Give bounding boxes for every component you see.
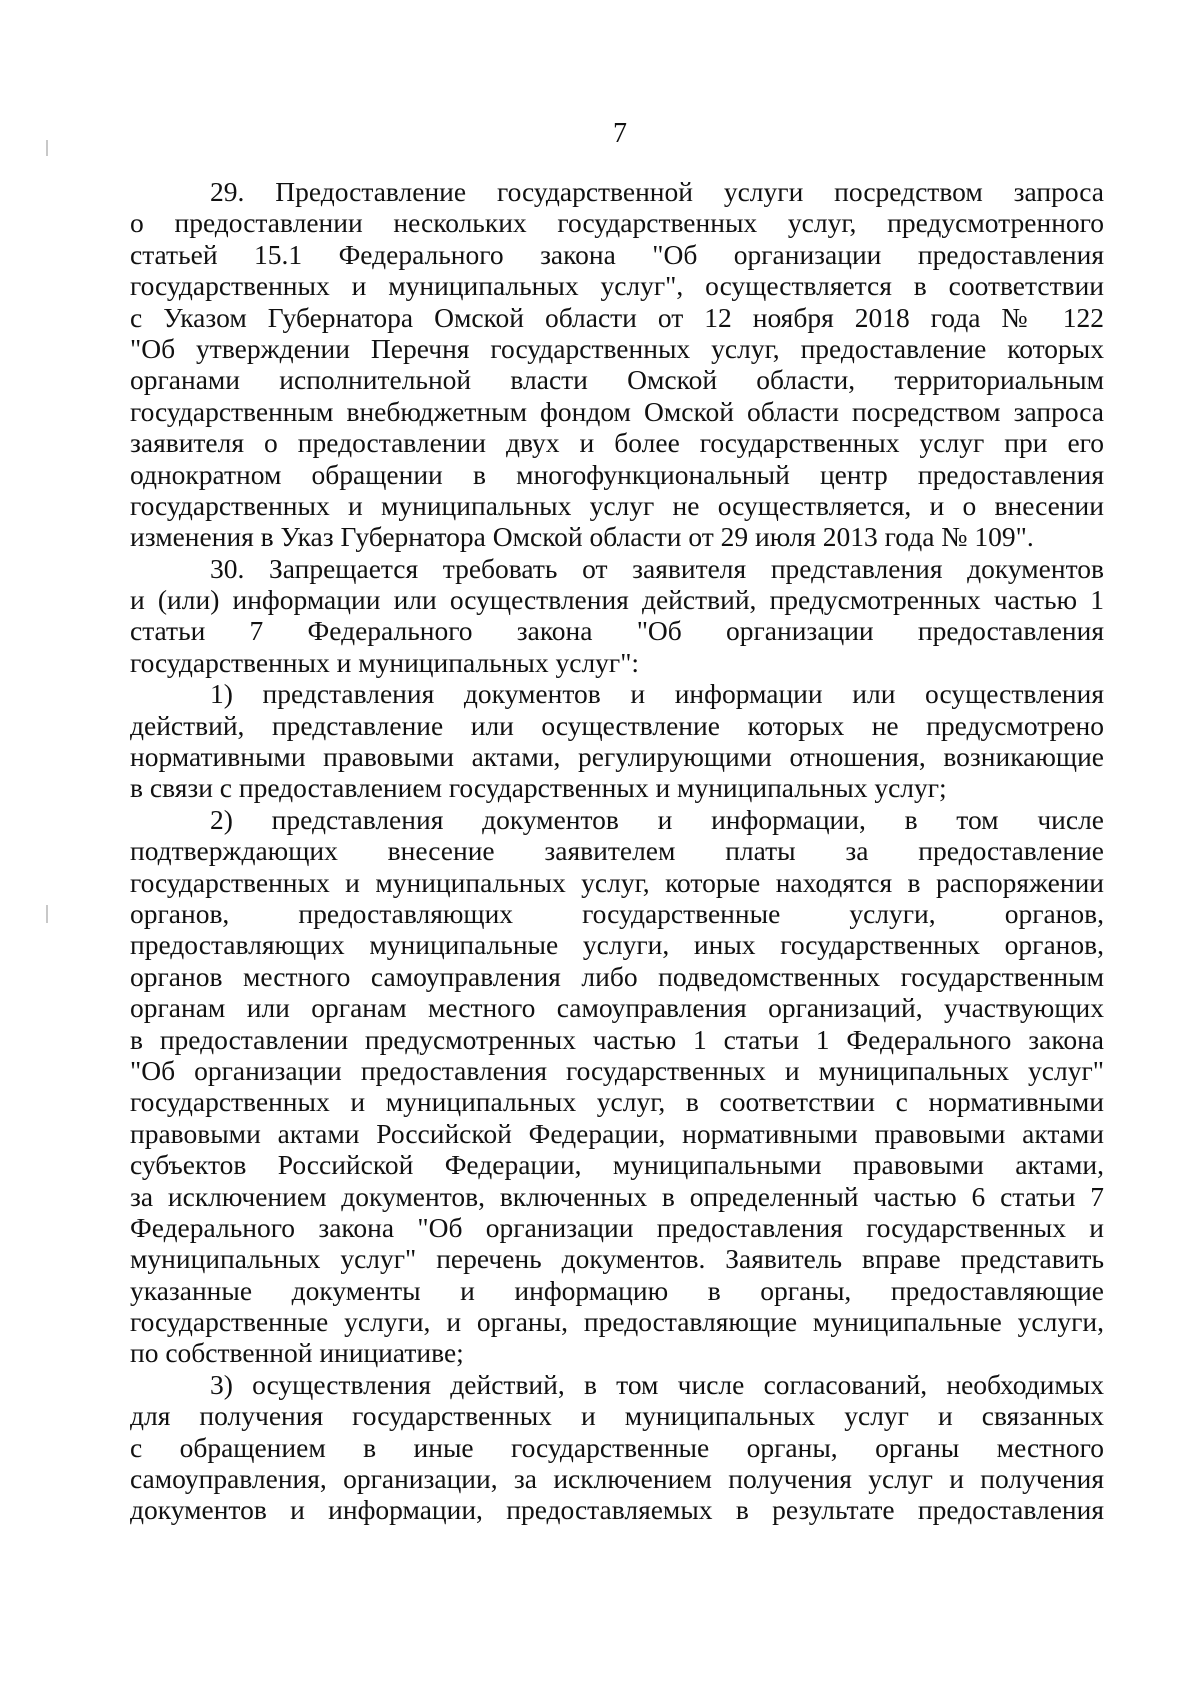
text-line: государственных и муниципальных услуг", осуществляется в соответствии [130, 270, 1104, 302]
text-line: органов местного самоуправления либо подведомственных государственным [130, 960, 1104, 992]
text-line: органам или органам местного самоуправления организаций, участвующих [130, 992, 1104, 1024]
text-line: субъектов Российской Федерации, муниципальными правовыми актами, [130, 1149, 1104, 1181]
text-line: изменения в Указ Губернатора Омской области от 29 июля 2013 года № 109". [130, 521, 1034, 553]
text-line: государственных и муниципальных услуг, которые находятся в распоряжении [130, 866, 1104, 898]
text-line: "Об утверждении Перечня государственных услуг, предоставление которых [130, 332, 1104, 364]
text-line: документов и информации, предоставляемых в результате предоставления [130, 1494, 1104, 1526]
text-line: однократном обращении в многофункциональный центр предоставления [130, 458, 1104, 490]
text-line: по собственной инициативе; [130, 1337, 464, 1369]
text-line: предоставляющих муниципальные услуги, иных государственных органов, [130, 929, 1104, 961]
text-line: 2) представления документов и информации, в том числе [210, 803, 1104, 835]
text-line: в предоставлении предусмотренных частью 1 статьи 1 Федерального закона [130, 1023, 1104, 1055]
scan-margin-mark [46, 905, 48, 923]
text-line: с обращением в иные государственные органы, органы местного [130, 1431, 1104, 1463]
text-line: и (или) информации или осуществления действий, предусмотренных частью 1 [130, 584, 1104, 616]
text-line: государственных и муниципальных услуг, в соответствии с нормативными [130, 1086, 1104, 1118]
text-line: действий, представление или осуществление которых не предусмотрено [130, 709, 1104, 741]
text-line: 3) осуществления действий, в том числе согласований, необходимых [210, 1368, 1104, 1400]
text-line: органами исполнительной власти Омской области, территориальным [130, 364, 1104, 396]
text-line: государственные услуги, и органы, предоставляющие муниципальные услуги, [130, 1306, 1104, 1338]
text-line: заявителя о предоставлении двух и более государственных услуг при его [130, 427, 1104, 459]
text-line: государственных и муниципальных услуг": [130, 646, 640, 678]
text-line: подтверждающих внесение заявителем платы за предоставление [130, 835, 1104, 867]
text-line: указанные документы и информацию в органы, предоставляющие [130, 1274, 1104, 1306]
text-line: 30. Запрещается требовать от заявителя представления документов [210, 552, 1104, 584]
text-line: муниципальных услуг" перечень документов. Заявитель вправе представить [130, 1243, 1104, 1275]
text-line: самоуправления, организации, за исключением получения услуг и получения [130, 1463, 1104, 1495]
text-line: 29. Предоставление государственной услуги посредством запроса [210, 176, 1104, 207]
text-line: государственных и муниципальных услуг не осуществляется, и о внесении [130, 489, 1104, 521]
text-line: для получения государственных и муниципальных услуг и связанных [130, 1400, 1104, 1432]
text-line: статьи 7 Федерального закона "Об организации предоставления [130, 615, 1104, 647]
text-line: Федерального закона "Об организации предоставления государственных и [130, 1211, 1104, 1243]
page-number: 7 [613, 118, 627, 149]
text-line: нормативными правовыми актами, регулирующими отношения, возникающие [130, 741, 1104, 773]
text-line: государственным внебюджетным фондом Омской области посредством запроса [130, 395, 1104, 427]
text-line: с Указом Губернатора Омской области от 12 ноября 2018 года № 122 [130, 301, 1104, 333]
text-line: "Об организации предоставления государственных и муниципальных услуг" [130, 1054, 1104, 1086]
document-body [130, 176, 1104, 1526]
text-line: правовыми актами Российской Федерации, нормативными правовыми актами [130, 1117, 1104, 1149]
text-line: о предоставлении нескольких государственных услуг, предусмотренного [130, 207, 1104, 239]
text-line: 1) представления документов и информации или осуществления [210, 678, 1104, 710]
text-line: статьей 15.1 Федерального закона "Об организации предоставления [130, 238, 1104, 270]
text-line: за исключением документов, включенных в определенный частью 6 статьи 7 [130, 1180, 1104, 1212]
text-line: органов, предоставляющих государственные услуги, органов, [130, 897, 1104, 929]
text-line: в связи с предоставлением государственных и муниципальных услуг; [130, 772, 947, 804]
